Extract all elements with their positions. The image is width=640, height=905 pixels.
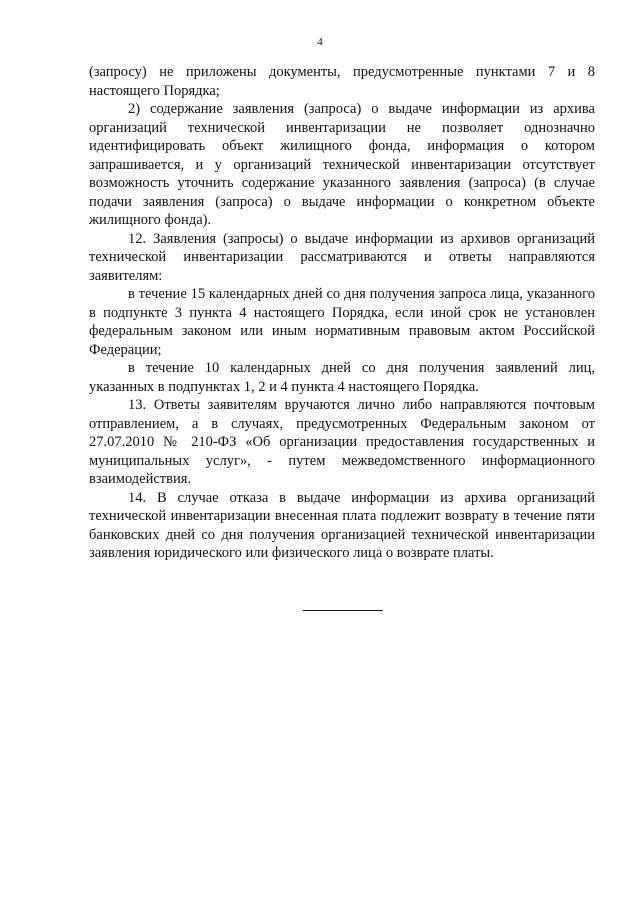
paragraph-clause-13: 13. Ответы заявителям вручаются лично либо направляются почтовым отправлением, а в случаях, предусмотренных Федеральным законом от 27.07.2010 № 210-ФЗ «Об организации предоставления государственных и муниципальных услуг», - путем межведомственного информационного взаимодействия. [89,397,595,487]
paragraph-item-2: 2) содержание заявления (запроса) о выдаче информации из архива организаций технической инвентаризации не позволяет однозначно идентифицировать объект жилищного фонда, информация о котором запрашивается, и у организаций технической инвентаризации отсутствует возможность уточнить содержание указанного заявления (запроса) (в случае подачи заявления (запроса) о выдаче информации о конкретном объекте жилищного фонда). [89,101,595,228]
paragraph-term-15-days: в течение 15 календарных дней со дня получения запроса лица, указанного в подпункте 3 пункта 4 настоящего Порядка, если иной срок не установлен федеральным законом или иным нормативным правовым актом Российской Федерации; [89,286,595,358]
paragraph-term-10-days: в течение 10 календарных дней со дня получения заявлений лиц, указанных в подпунктах 1, 2 и 4 пункта 4 настоящего Порядка. [89,360,595,395]
paragraph-continuation: (запросу) не приложены документы, предусмотренные пунктами 7 и 8 настоящего Порядка; [89,64,595,99]
document-body [89,63,595,563]
end-separator-line [303,610,383,611]
paragraph-clause-14: 14. В случае отказа в выдаче информации из архива организаций технической инвентаризации внесенная плата подлежит возврату в течение пяти банковских дней со дня получения организацией технической инвентаризации заявления юридического или физического лица о возврате платы. [89,489,595,561]
page-number: 4 [317,36,323,48]
paragraph-clause-12: 12. Заявления (запросы) о выдаче информации из архивов организаций технической инвентаризации рассматриваются и ответы направляются заявителям: [89,230,595,284]
